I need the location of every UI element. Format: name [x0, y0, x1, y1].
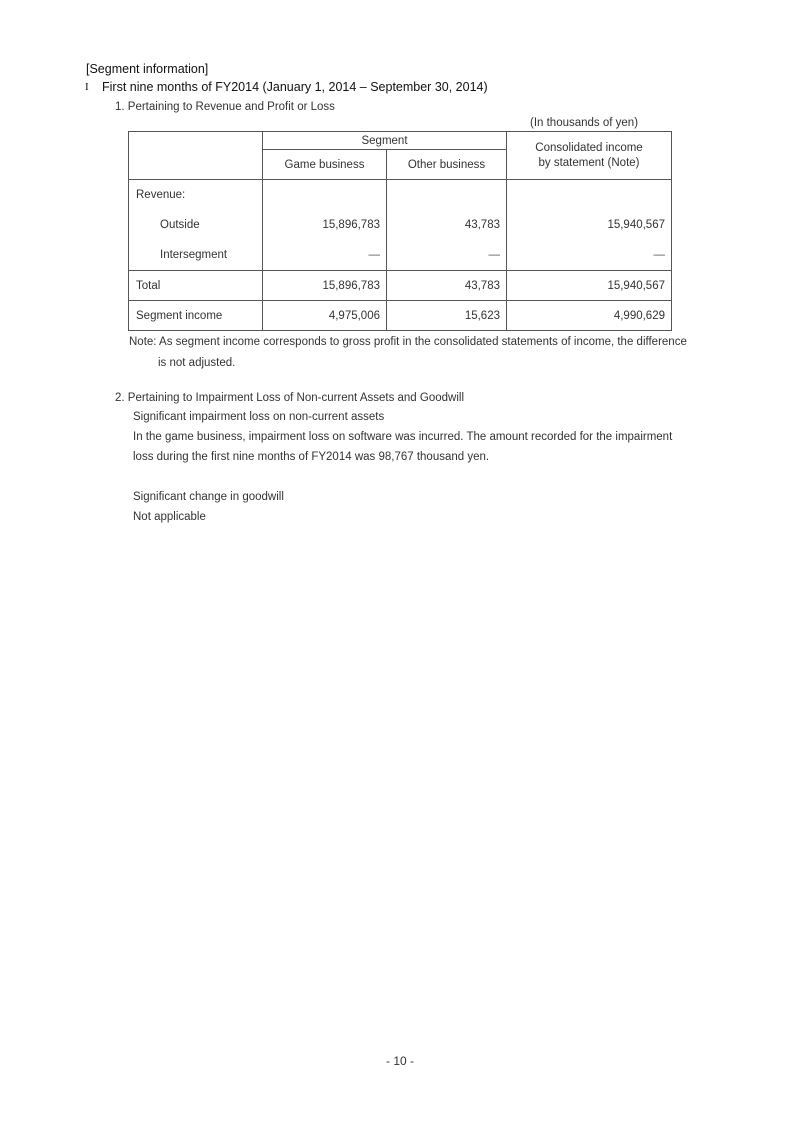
intersegment-other-value: — [488, 249, 500, 261]
segment-income-consolidated-value: 4,990,629 [507, 301, 672, 331]
header-consolidated-line1: Consolidated income [535, 141, 643, 154]
impairment-text-line2: loss during the first nine months of FY2014 was 98,767 thousand yen. [133, 451, 490, 463]
outside-consolidated-value: 15,940,567 [607, 219, 665, 231]
part2-heading: 2. Pertaining to Impairment Loss of Non-current Assets and Goodwill [115, 392, 465, 404]
total-other-value: 43,783 [387, 271, 507, 301]
header-consolidated [507, 132, 672, 180]
goodwill-title: Significant change in goodwill [133, 491, 284, 503]
table-note-line1: Note: As segment income corresponds to gross profit in the consolidated statements of income, the difference [129, 336, 687, 348]
header-consolidated-line2: by statement (Note) [538, 156, 640, 169]
unit-label: (In thousands of yen) [530, 117, 639, 129]
period-title: First nine months of FY2014 (January 1, 2014 – September 30, 2014) [102, 80, 488, 94]
outside-label: Outside [160, 219, 200, 231]
outside-game-value: 15,896,783 [322, 219, 380, 231]
revenue-game-cell [263, 180, 387, 271]
header-blank-cell [129, 132, 263, 180]
impairment-text-line1: In the game business, impairment loss on software was incurred. The amount recorded for the impairment [133, 431, 673, 443]
part1-heading: 1. Pertaining to Revenue and Profit or Loss [115, 101, 335, 113]
intersegment-game-value: — [368, 249, 380, 261]
table-row-segment-income [129, 301, 672, 331]
total-consolidated-value: 15,940,567 [507, 271, 672, 301]
segment-income-game-value: 4,975,006 [263, 301, 387, 331]
header-other-business: Other business [387, 150, 507, 180]
table-row-total [129, 271, 672, 301]
total-label: Total [129, 271, 263, 301]
outside-other-value: 43,783 [464, 219, 500, 231]
table-row-revenue [129, 180, 672, 271]
segment-income-label: Segment income [129, 301, 263, 331]
intersegment-label: Intersegment [160, 249, 228, 261]
header-game-business: Game business [263, 150, 387, 180]
segment-income-other-value: 15,623 [387, 301, 507, 331]
total-game-value: 15,896,783 [263, 271, 387, 301]
header-segment: Segment [263, 132, 507, 150]
revenue-label: Revenue: [136, 189, 186, 201]
table-note-line2: is not adjusted. [158, 357, 236, 369]
revenue-labels-cell [129, 180, 263, 271]
section-title: [Segment information] [86, 62, 209, 76]
impairment-title: Significant impairment loss on non-current assets [133, 411, 385, 423]
goodwill-text: Not applicable [133, 511, 206, 523]
revenue-consolidated-cell [507, 180, 672, 271]
intersegment-consolidated-value: — [653, 249, 665, 261]
page-number: - 10 - [385, 1054, 414, 1068]
segment-table [128, 131, 672, 331]
table-header-row-1 [129, 132, 672, 150]
period-numeral: I [85, 81, 89, 93]
revenue-other-cell [387, 180, 507, 271]
